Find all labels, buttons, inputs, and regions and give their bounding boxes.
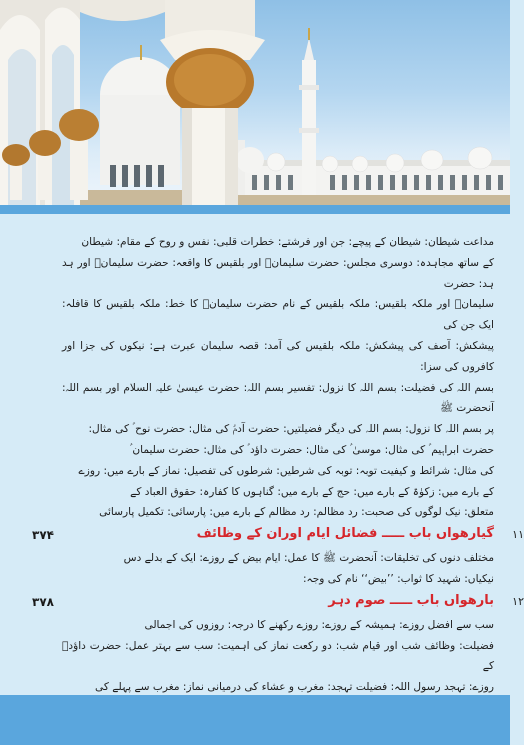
topic-line: کی مثال: شرائط و کیفیت توبہ: توبہ کی شرطیں: شرطوں کی تفصیل: نماز کے بارے میں: روزے xyxy=(78,464,494,477)
topic-line: متعلق: نیک لوگوں کی صحبت: رد مظالم: رد مظالم کے بارے میں: پارسائی: تکمیل پارسائی xyxy=(99,506,494,519)
topic-line: روزے: تہجد رسول اللہ: فضیلت تہجد: مغرب و عشاء کی درمیانی نماز: مغرب سے پہلے کی xyxy=(95,681,494,694)
chapter-title: بارھواں باب ـــــ صوم دہر xyxy=(328,592,494,608)
chapter-title: گیارھواں باب ـــــ فضائل ایام اوران کے وظائف xyxy=(196,526,494,542)
chapter-12-heading[interactable] xyxy=(32,592,524,615)
topic-line: پر بسم اللہ کا نزول: بسم اللہ کی دیگر فضیلتیں: حضرت آدمؑ کی مثال: حضرت نوح ؑ کی مثال: xyxy=(88,423,494,436)
topic-line: حضرت ابراہیم ؑ کی مثال: موسیٰ ؑ کی مثال: حضرت داؤد ؑ کی مثال: حضرت سلیمان ؑ xyxy=(129,443,494,456)
page-number: ۳۷۴ xyxy=(32,528,54,543)
contents-list xyxy=(32,232,524,740)
topic-line: کے ساتھ مجاہدہ: دوسری مجلس: حضرت سلیمانؑ اور بلقیس کا واقعہ: حضرت سلیمانؑ اور ہد ہد: حضرت xyxy=(62,256,494,290)
chapter-number: ۱۱ xyxy=(512,528,524,542)
section-1-topics xyxy=(62,232,494,523)
topic-line: پیشکش: آصف کی پیشکش: ملکہ بلقیس کی آمد: قصہ سلیمان عبرت ہے: نیکوں کی جزا اور کافروں کی سزا: xyxy=(62,339,494,373)
topic-line: نیکیاں: شہید کا ثواب: ’’بیض‘‘ نام کی وجہ: xyxy=(302,572,494,585)
footer-blue-band xyxy=(0,695,510,745)
topic-line: سب سے افضل روزے: ہمیشہ کے روزے: روزے رکھنے کا درجہ: روزوں کی اجمالی xyxy=(144,618,494,631)
chapter-11-heading[interactable] xyxy=(32,526,524,548)
topic-line: مختلف دنوں کی تخلیقات: آنحضرت ﷺ کا عمل: ایام بیض کے روزے: ایک کے بدلے دس xyxy=(123,552,494,565)
page-number: ۳۷۸ xyxy=(32,594,54,609)
header-mosque-photo xyxy=(0,0,510,205)
topic-line: مداعت شیطان: شیطان کے پیچے: جن اور فرشتے: خطرات قلبی: نفس و روح کے مقام: شیطان xyxy=(81,236,494,248)
mosque-illustration xyxy=(0,0,510,205)
topic-line: بسم اللہ کی فضیلت: بسم اللہ کا نزول: تفسیر بسم اللہ: حضرت عیسیٰ علیہ السلام اور بسم اللہ: آنحضرت ﷺ xyxy=(62,381,494,415)
topic-line: کے بارے میں: زکوٰۃ کے بارے میں: حج کے بارے میں: گناہوں کا کفارہ: حقوق العباد کے xyxy=(130,485,494,498)
chapter-number: ۱۲ xyxy=(512,594,524,608)
topic-line: سلیمانؑ اور ملکہ بلقیس: ملکہ بلقیس کے نام حضرت سلیمانؑ کا خط: ملکہ بلقیس کا قافلہ: ایک جن کی xyxy=(62,298,494,332)
section-2-topics xyxy=(62,548,494,590)
topic-line: فضیلت: وظائف شب اور قیام شب: دو رکعت نماز کی اہمیت: سب سے بہتر عمل: حضرت داؤدؑ کے xyxy=(62,639,494,673)
header-blue-band xyxy=(0,205,510,214)
